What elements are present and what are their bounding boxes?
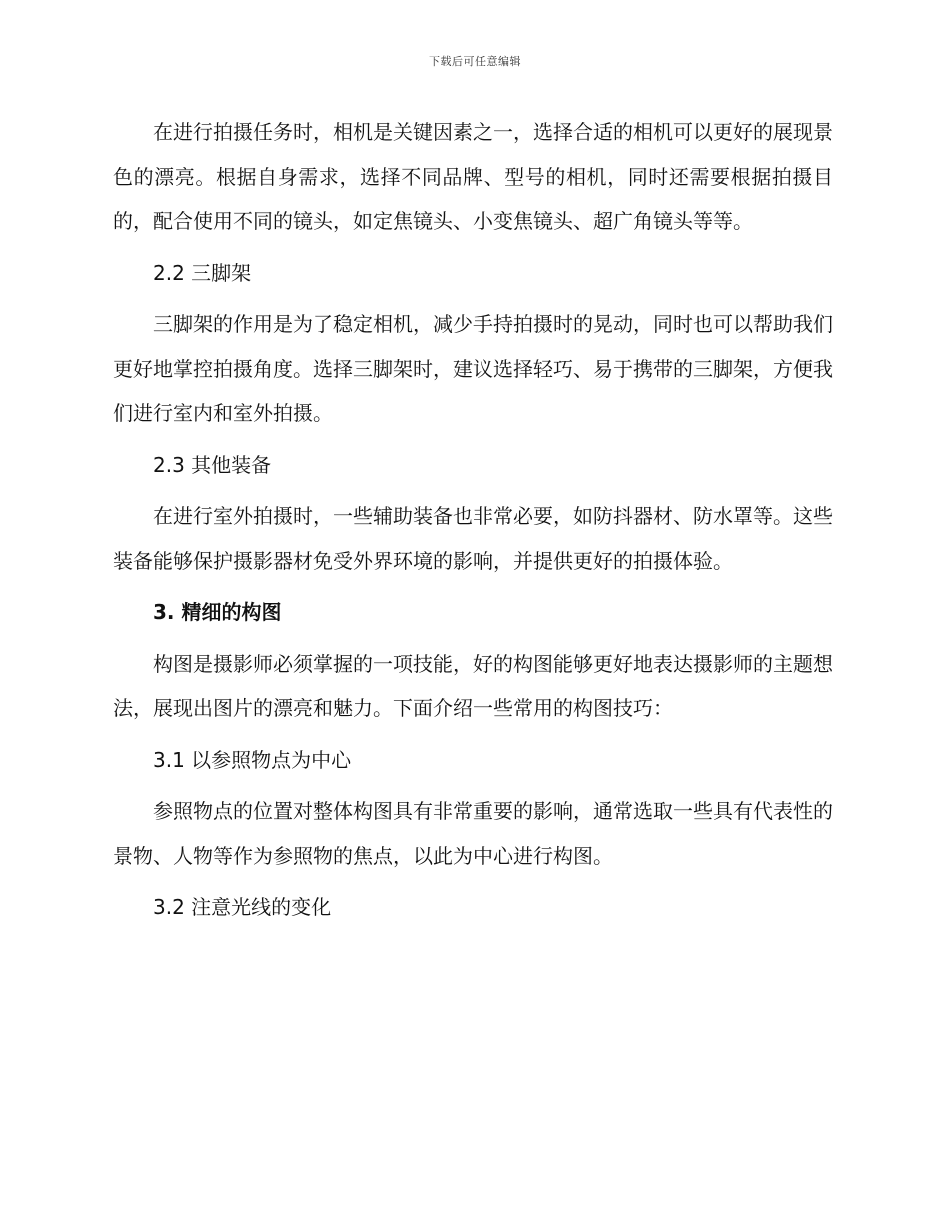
paragraph-composition: 构图是摄影师必须掌握的一项技能，好的构图能够更好地表达摄影师的主题想法，展现出图片的漂亮和魅力。下面介绍一些常用的构图技巧：	[113, 651, 833, 720]
subheading-reference-point: 3.1 以参照物点为中心	[153, 747, 352, 772]
page-header: 下载后可任意编辑	[429, 55, 521, 68]
document-body	[113, 110, 833, 937]
section-heading-composition: 3. 精细的构图	[153, 600, 282, 624]
paragraph-camera: 在进行拍摄任务时，相机是关键因素之一，选择合适的相机可以更好的展现景色的漂亮。根据自身需求，选择不同品牌、型号的相机，同时还需要根据拍摄目的，配合使用不同的镜头，如定焦镜头、小变焦镜头、超广角镜头等等。	[113, 120, 833, 233]
paragraph-other-equipment: 在进行室外拍摄时，一些辅助装备也非常必要，如防抖器材、防水罩等。这些装备能够保护摄影器材免受外界环境的影响，并提供更好的拍摄体验。	[113, 504, 833, 573]
subheading-light-changes: 3.2 注意光线的变化	[153, 895, 332, 919]
paragraph-reference-point: 参照物点的位置对整体构图具有非常重要的影响，通常选取一些具有代表性的景物、人物等作为参照物的焦点，以此为中心进行构图。	[113, 799, 833, 868]
paragraph-tripod: 三脚架的作用是为了稳定相机，减少手持拍摄时的晃动，同时也可以帮助我们更好地掌控拍摄角度。选择三脚架时，建议选择轻巧、易于携带的三脚架，方便我们进行室内和室外拍摄。	[113, 312, 833, 425]
subheading-tripod: 2.2 三脚架	[153, 260, 252, 285]
subheading-other-equipment: 2.3 其他装备	[153, 452, 272, 477]
